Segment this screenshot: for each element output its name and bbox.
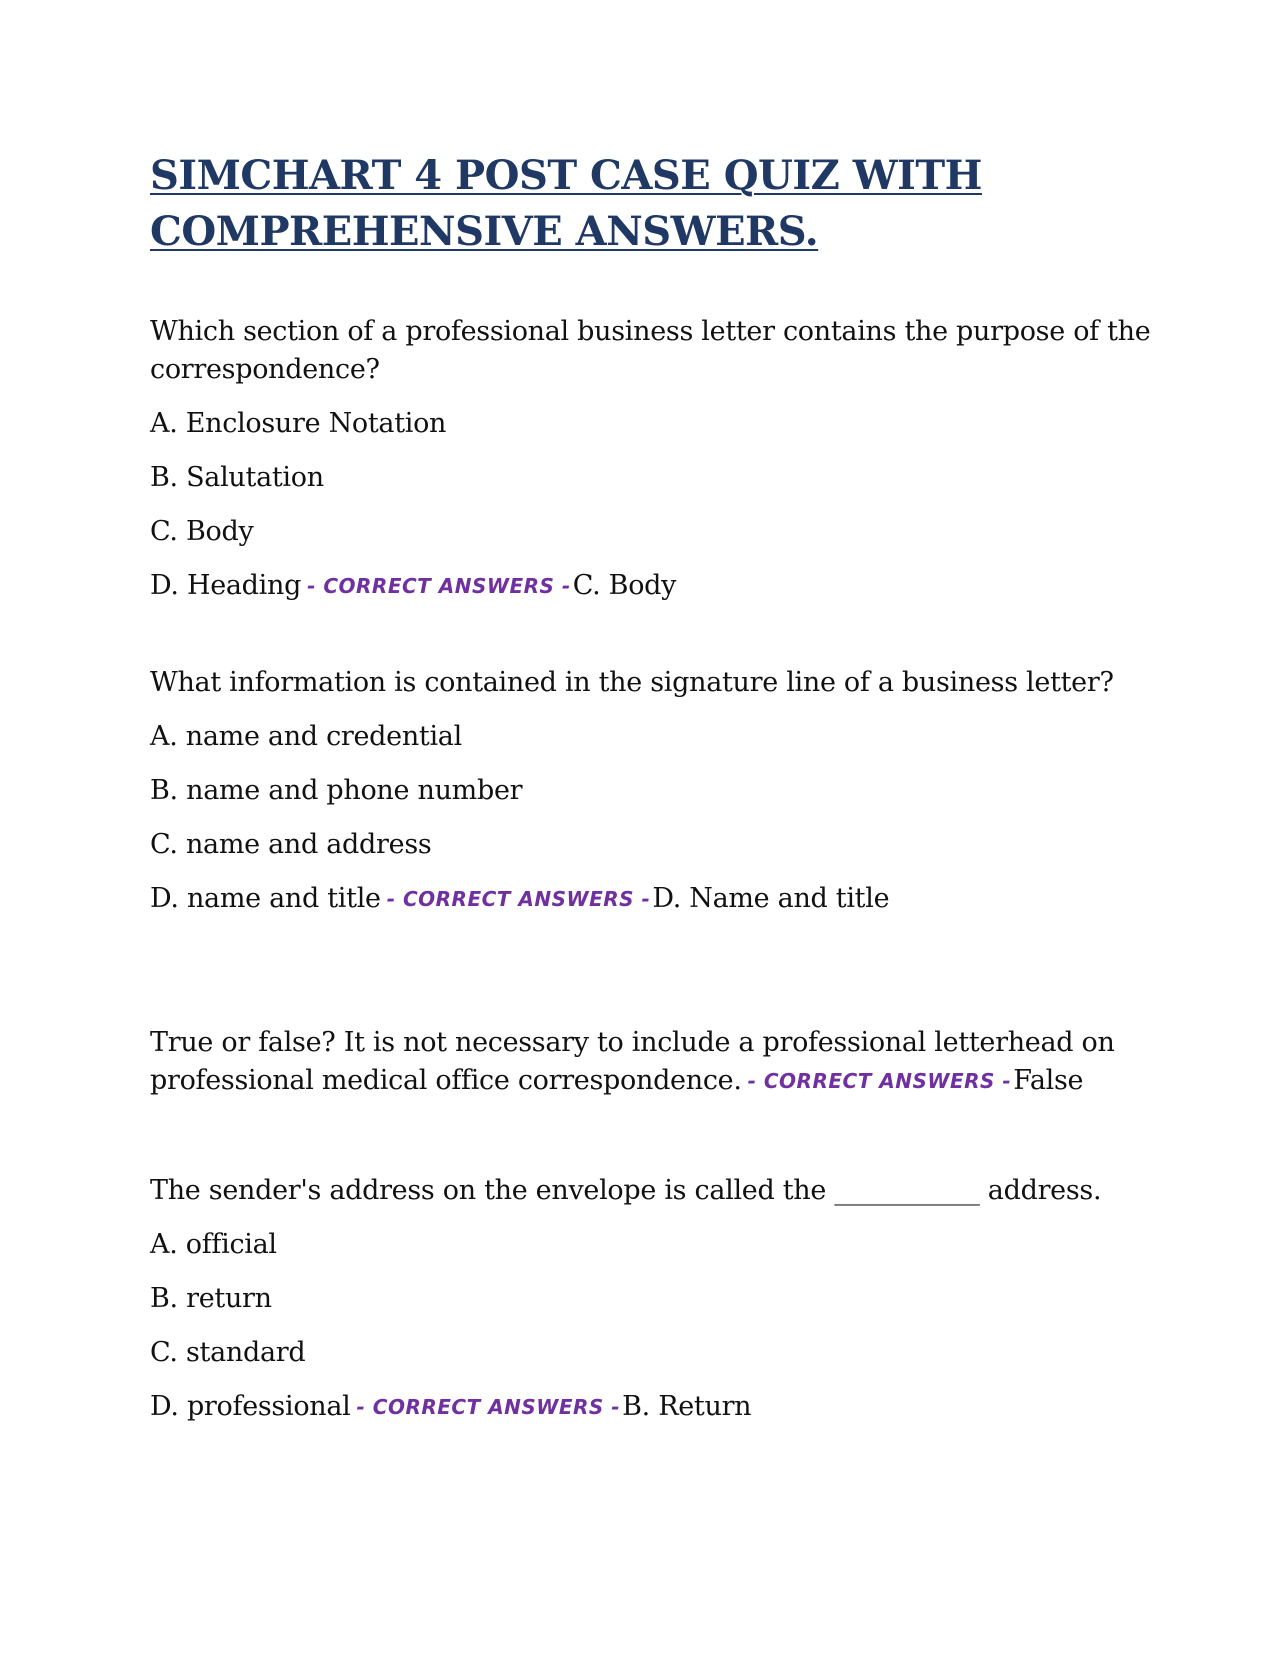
question-4-option-a: A. official bbox=[150, 1229, 277, 1260]
question-1-text-line-1: Which section of a professional business letter contains the purpose of the bbox=[150, 316, 1151, 347]
correct-answers-tag: - CORRECT ANSWERS - bbox=[386, 887, 651, 911]
question-3-text-line-2-row bbox=[150, 1062, 1150, 1100]
question-3-text-line-2: professional medical office correspondence. bbox=[150, 1065, 742, 1096]
question-2-option-c: C. name and address bbox=[150, 829, 432, 860]
question-1-option-c: C. Body bbox=[150, 516, 254, 547]
question-1-option-d-row bbox=[150, 567, 1150, 605]
question-4-option-d-row bbox=[150, 1388, 1150, 1426]
question-2-option-a: A. name and credential bbox=[150, 721, 462, 752]
question-1-answer: C. Body bbox=[572, 570, 677, 601]
correct-answers-tag: - CORRECT ANSWERS - bbox=[747, 1069, 1012, 1093]
question-4-text: The sender's address on the envelope is called the ___________ address. bbox=[150, 1175, 1102, 1206]
question-4-option-b: B. return bbox=[150, 1283, 272, 1314]
question-block-1 bbox=[150, 313, 1150, 605]
question-3-text-line-1: True or false? It is not necessary to include a professional letterhead on bbox=[150, 1027, 1115, 1058]
question-1-option-a: A. Enclosure Notation bbox=[150, 408, 447, 439]
question-block-4 bbox=[150, 1172, 1150, 1426]
question-1-text-line-2: correspondence? bbox=[150, 354, 380, 385]
question-3-answer: False bbox=[1013, 1065, 1084, 1096]
question-2-option-d-row bbox=[150, 880, 1150, 918]
page-title bbox=[150, 148, 1150, 260]
title-line-1: SIMCHART 4 POST CASE QUIZ WITH bbox=[150, 152, 982, 199]
question-1-option-d: D. Heading bbox=[150, 570, 302, 601]
question-block-3 bbox=[150, 1024, 1150, 1100]
question-2-option-b: B. name and phone number bbox=[150, 775, 523, 806]
question-4-option-d: D. professional bbox=[150, 1391, 351, 1422]
correct-answers-tag: - CORRECT ANSWERS - bbox=[307, 574, 571, 598]
question-1-option-b: B. Salutation bbox=[150, 462, 324, 493]
title-line-2: COMPREHENSIVE ANSWERS. bbox=[150, 208, 819, 255]
question-4-answer: B. Return bbox=[622, 1391, 752, 1422]
question-2-option-d: D. name and title bbox=[150, 883, 381, 914]
correct-answers-tag: - CORRECT ANSWERS - bbox=[356, 1395, 621, 1419]
question-2-answer: D. Name and title bbox=[652, 883, 890, 914]
question-block-2 bbox=[150, 664, 1150, 918]
question-4-option-c: C. standard bbox=[150, 1337, 306, 1368]
document-page bbox=[150, 148, 1150, 260]
question-2-text: What information is contained in the signature line of a business letter? bbox=[150, 667, 1114, 698]
